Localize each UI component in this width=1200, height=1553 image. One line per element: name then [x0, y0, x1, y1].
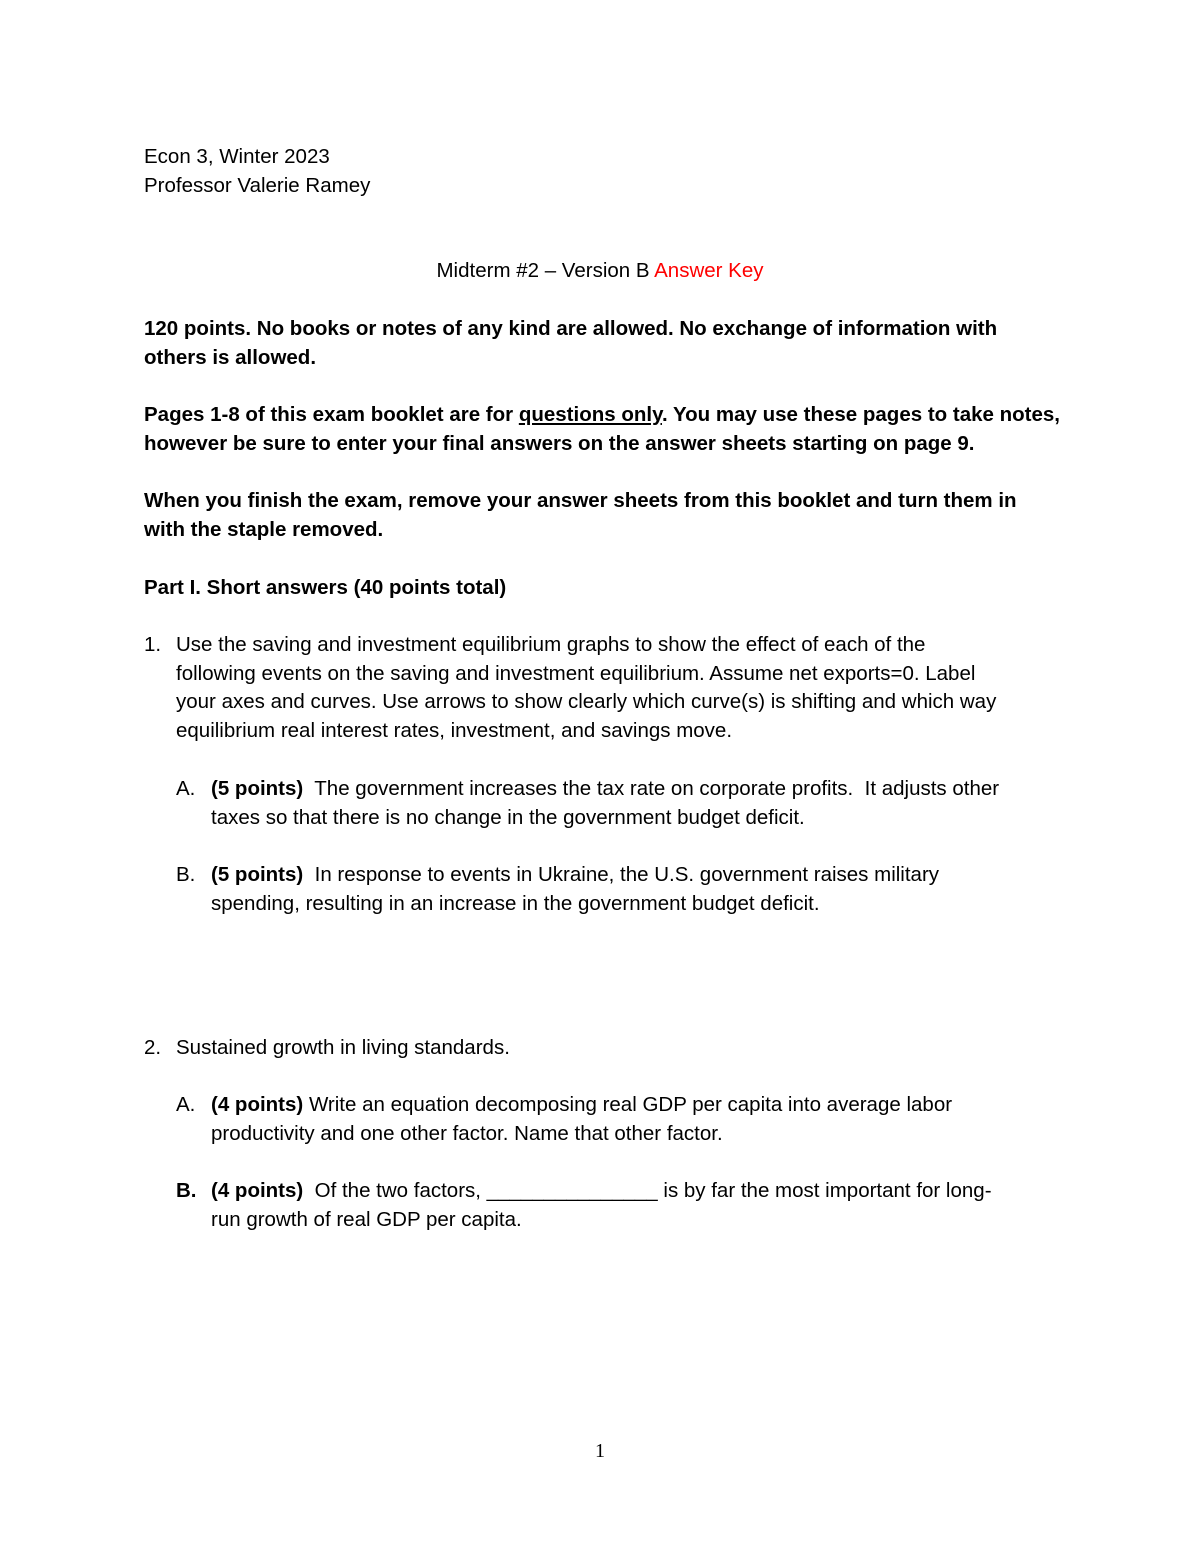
q1-line: your axes and curves. Use arrows to show clearly which curve(s) is shifting and which way [176, 690, 997, 713]
q1-number: 1. [144, 633, 162, 656]
page-number: 1 [595, 1440, 605, 1462]
q2b-letter: B. [176, 1179, 197, 1202]
instructions-p2-line1 [144, 400, 1060, 429]
instructions-p2-line2: however be sure to enter your final answers on the answer sheets starting on page 9. [144, 432, 975, 455]
professor-line: Professor Valerie Ramey [144, 174, 371, 197]
answer-key-label: Answer Key [654, 259, 764, 282]
instructions-p2-b: . You may use these pages to take notes, [661, 403, 1060, 426]
exam-title [0, 256, 1200, 285]
q2-number: 2. [144, 1036, 162, 1059]
q1b-letter: B. [176, 863, 196, 886]
q1a-line1 [211, 774, 999, 803]
q2a-text: Write an equation decomposing real GDP per capita into average labor [303, 1093, 953, 1116]
q2a-letter: A. [176, 1093, 196, 1116]
course-line: Econ 3, Winter 2023 [144, 145, 330, 168]
q2b-points: (4 points) [211, 1179, 304, 1202]
q1a-points: (5 points) [211, 777, 304, 800]
q2a-line1 [211, 1090, 952, 1119]
instructions-p1-line1: 120 points. No books or notes of any kind are allowed. No exchange of information with [144, 317, 998, 340]
q1-line: Use the saving and investment equilibrium graphs to show the effect of each of the [176, 633, 926, 656]
q2a-points: (4 points) [211, 1093, 304, 1116]
instructions-p2-a: Pages 1-8 of this exam booklet are for [144, 403, 519, 426]
questions-only-emphasis: questions only [518, 403, 662, 426]
q1b-points: (5 points) [211, 863, 304, 886]
q1a-text: The government increases the tax rate on corporate profits. It adjusts other [303, 777, 1000, 800]
q1b-text: In response to events in Ukraine, the U.S. government raises military [303, 863, 940, 886]
q1-line: equilibrium real interest rates, investment, and savings move. [176, 719, 733, 742]
part1-heading: Part I. Short answers (40 points total) [144, 576, 507, 599]
instructions-p3-line2: with the staple removed. [144, 518, 384, 541]
instructions-p3-line1: When you finish the exam, remove your answer sheets from this booklet and turn them in [144, 489, 1017, 512]
q1-line: following events on the saving and investment equilibrium. Assume net exports=0. Label [176, 662, 976, 685]
q2a-line2: productivity and one other factor. Name that other factor. [211, 1122, 723, 1145]
q1a-letter: A. [176, 777, 196, 800]
instructions-p1-line2: others is allowed. [144, 346, 317, 369]
q2b-line1 [211, 1176, 992, 1205]
q2-text: Sustained growth in living standards. [176, 1036, 510, 1059]
q2b-text: Of the two factors, _______________ is by far the most important for long- [303, 1179, 992, 1202]
q1b-line1 [211, 860, 939, 889]
q2b-line2: run growth of real GDP per capita. [211, 1208, 522, 1231]
exam-title-main: Midterm #2 – Version B [436, 259, 655, 282]
q1a-line2: taxes so that there is no change in the government budget deficit. [211, 806, 805, 829]
q1b-line2: spending, resulting in an increase in the government budget deficit. [211, 892, 820, 915]
